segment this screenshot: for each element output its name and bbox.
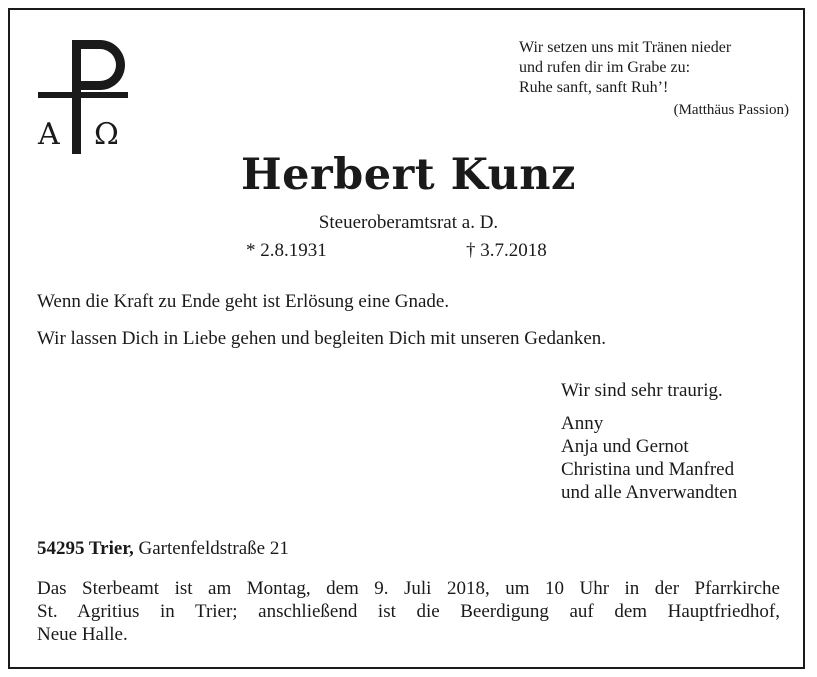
deceased-name: Herbert Kunz	[241, 150, 576, 200]
quote-line: und rufen dir im Grabe zu:	[519, 59, 691, 76]
omega-letter: Ω	[94, 117, 119, 152]
quote-source: (Matthäus Passion)	[673, 102, 789, 118]
alpha-letter: Α	[38, 117, 60, 152]
chi-rho-alpha-omega-icon	[30, 30, 130, 154]
quote-block	[519, 38, 789, 120]
death-date: † 3.7.2018	[466, 240, 547, 261]
service-info	[37, 577, 780, 646]
mourner-name: Christina und Manfred	[561, 459, 735, 480]
mourners-lead: Wir sind sehr traurig.	[561, 380, 723, 401]
address-city: 54295 Trier,	[37, 538, 134, 559]
service-line: St. Agritius in Trier; anschließend ist die Beerdigung auf dem Hauptfriedhof,	[37, 601, 780, 622]
deceased-title: Steueroberamtsrat a. D.	[318, 212, 499, 233]
verse-line-1: Wenn die Kraft zu Ende geht ist Erlösung eine Gnade.	[37, 291, 450, 312]
mourners-block	[561, 380, 737, 504]
quote-line: Wir setzen uns mit Tränen nieder	[519, 39, 732, 56]
mourner-name: und alle Anverwandten	[561, 482, 738, 503]
address-street: Gartenfeldstraße 21	[138, 538, 289, 559]
birth-date: * 2.8.1931	[246, 240, 327, 261]
service-line: Das Sterbeamt ist am Montag, dem 9. Juli 2018, um 10 Uhr in der Pfarrkirche	[37, 578, 780, 599]
verse-line-2: Wir lassen Dich in Liebe gehen und begleiten Dich mit unseren Gedanken.	[37, 328, 607, 349]
service-line: Neue Halle.	[37, 624, 128, 645]
address	[37, 538, 289, 560]
quote-line: Ruhe sanft, sanft Ruh’!	[519, 79, 669, 96]
mourner-name: Anja und Gernot	[561, 436, 689, 457]
mourner-name: Anny	[561, 413, 604, 434]
